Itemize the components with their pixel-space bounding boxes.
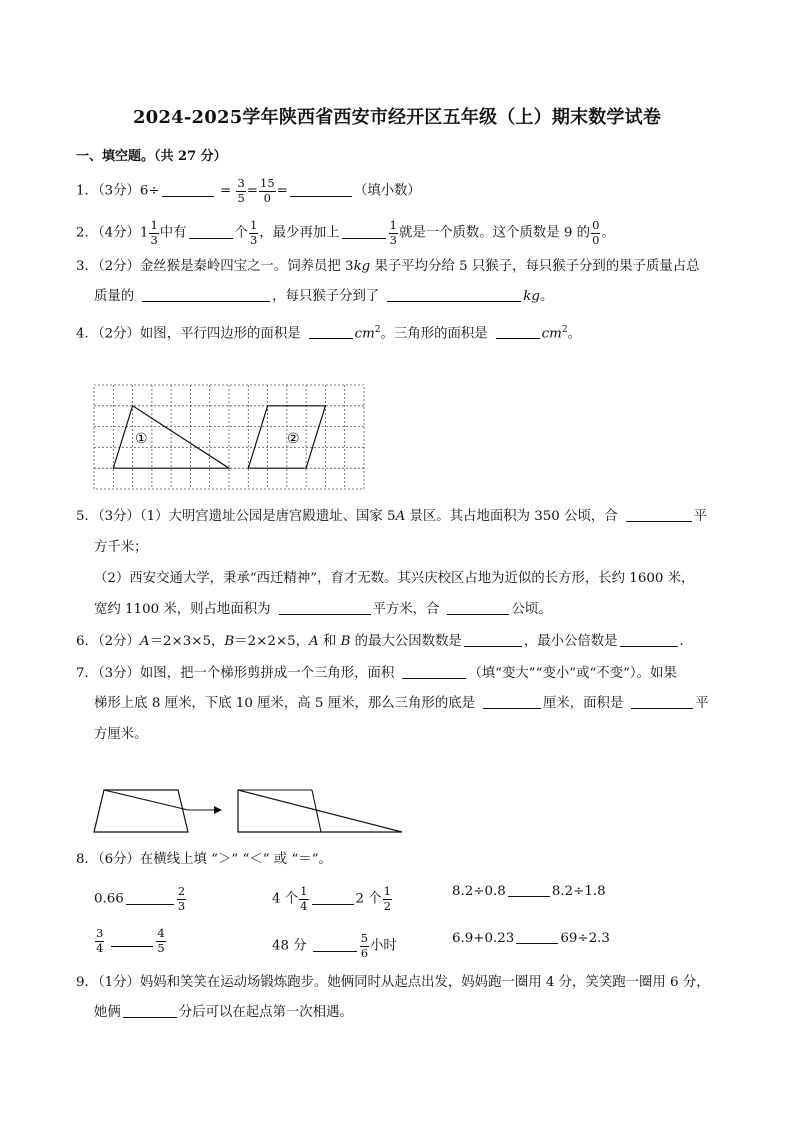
answer-blank[interactable] xyxy=(312,890,354,905)
fraction: $\frac{1}{2}$ xyxy=(383,884,391,913)
answer-blank[interactable] xyxy=(402,664,466,679)
q8-row2-a xyxy=(94,928,167,954)
fraction: $\frac{1}{3}$ xyxy=(249,218,258,247)
question-9-cont: 她俩 分后可以在起点第一次相遇。 xyxy=(94,1005,353,1020)
question-7-cont: 梯形上底 8 厘米，下底 10 厘米，高 5 厘米，那么三角形的底是 厘米，面积是 平 xyxy=(94,696,709,711)
section-heading: 一、填空题。（共 27 分） xyxy=(76,149,227,164)
answer-blank[interactable] xyxy=(142,287,270,302)
answer-blank[interactable] xyxy=(123,1003,177,1018)
question-3-cont: 质量的 ，每只猴子分到了 kg。 xyxy=(94,289,554,304)
question-5-part2-cont: 宽约 1100 米，则占地面积为 平方米，合 公顷。 xyxy=(94,602,552,617)
answer-blank[interactable] xyxy=(516,929,558,944)
question-2: 2．（4分）1 $\frac{1}{3}$ 中有 个 $\frac{1}{3}$ ，最少再加上 $\frac{1}{3}$ 就是一个质数。这个质数是 9 的 $\frac{0}{0}$ 。 xyxy=(76,218,615,247)
fraction: $\frac{3}{5}$ xyxy=(237,176,245,205)
answer-blank[interactable] xyxy=(279,600,371,615)
answer-blank[interactable] xyxy=(126,890,174,905)
answer-blank[interactable] xyxy=(631,694,693,709)
answer-blank[interactable] xyxy=(162,182,214,197)
answer-blank[interactable] xyxy=(309,324,353,339)
answer-blank[interactable] xyxy=(447,600,509,615)
trapezoid-figure xyxy=(92,786,408,836)
fraction: $\frac{0}{0}$ xyxy=(592,218,600,247)
answer-blank[interactable] xyxy=(483,694,541,709)
question-1: 1．（3分）6÷ = $\frac{3}{5}$ = $\frac{15}{0}$ = （填小数） xyxy=(76,176,421,205)
answer-blank[interactable] xyxy=(496,324,540,339)
page-title: 2024-2025学年陕西省西安市经开区五年级（上）期末数学试卷 xyxy=(132,107,662,128)
question-7: 7．（3分）如图，把一个梯形剪拼成一个三角形，面积 （填“变大”“变小”或“不变”）。如果 xyxy=(76,666,677,681)
question-6: 6．（2分）A＝2×3×5，B＝2×2×5，A 和 B 的最大公因数数是 ，最小公倍数是 ． xyxy=(76,634,693,649)
answer-blank[interactable] xyxy=(290,182,352,197)
fraction: $\frac{1}{4}$ xyxy=(300,884,308,913)
answer-blank[interactable] xyxy=(189,224,233,239)
answer-blank[interactable] xyxy=(111,932,153,947)
fraction: $\frac{1}{3}$ xyxy=(389,218,397,247)
fraction: $\frac{5}{6}$ xyxy=(360,931,369,960)
question-7-cont2: 方厘米。 xyxy=(94,727,148,742)
answer-blank[interactable] xyxy=(313,937,357,952)
question-9: 9．（1分）妈妈和笑笑在运动场锻炼跑步。她俩同时从起点出发，妈妈跑一圈用 4 分，笑笑跑一圈用 6 分， xyxy=(76,975,710,990)
question-5: 5．（3分）（1）大明宫遗址公园是唐宫殿遗址、国家 5A 景区。其占地面积为 350 公顷，合 平 xyxy=(76,509,708,524)
question-8: 8．（6分）在横线上填 “＞” “＜” 或 “＝”。 xyxy=(76,852,332,867)
answer-blank[interactable] xyxy=(464,632,522,647)
question-5-cont: 方千米； xyxy=(94,540,148,555)
fraction: $\frac{2}{3}$ xyxy=(177,884,186,913)
answer-blank[interactable] xyxy=(620,632,678,647)
answer-blank[interactable] xyxy=(387,287,521,302)
fraction: $\frac{4}{5}$ xyxy=(157,926,165,955)
grid-figure xyxy=(90,383,368,493)
fraction: $\frac{15}{0}$ xyxy=(260,176,275,205)
question-4: 4．（2分）如图，平行四边形的面积是 $cm^2$。三角形的面积是 $cm^2$。 xyxy=(76,325,581,342)
question-5-part2: （2）西安交通大学，秉承“西迁精神”，育才无数。其兴庆校区占地为近似的长方形，长约 1600 米， xyxy=(94,571,695,586)
q8-row2-b: 48 分 $\frac{5}{6}$ 小时 xyxy=(272,931,397,960)
label-2: ② xyxy=(287,431,300,447)
arrow-head-icon xyxy=(214,806,222,814)
answer-blank[interactable] xyxy=(508,882,550,897)
fraction: $\frac{1}{3}$ xyxy=(150,218,158,247)
fraction: $\frac{3}{4}$ xyxy=(96,926,104,955)
q8-row1-a: 0.66 $\frac{2}{3}$ xyxy=(94,884,186,913)
label-1: ① xyxy=(135,431,148,447)
q8-row2-c: 6.9+0.23 69÷2.3 xyxy=(452,931,610,946)
answer-blank[interactable] xyxy=(626,507,692,522)
answer-blank[interactable] xyxy=(342,224,386,239)
question-3: 3．（2分）金丝猴是秦岭四宝之一。饲养员把 3kg 果子平均分给 5 只猴子，每只猴子分到的果子质量占总 xyxy=(76,259,700,274)
trapezoid-shape xyxy=(94,790,188,832)
q8-row1-b: 4 个 $\frac{1}{4}$ 2 个 $\frac{1}{2}$ xyxy=(272,884,391,913)
q8-row1-c: 8.2÷0.8 8.2÷1.8 xyxy=(452,884,606,899)
